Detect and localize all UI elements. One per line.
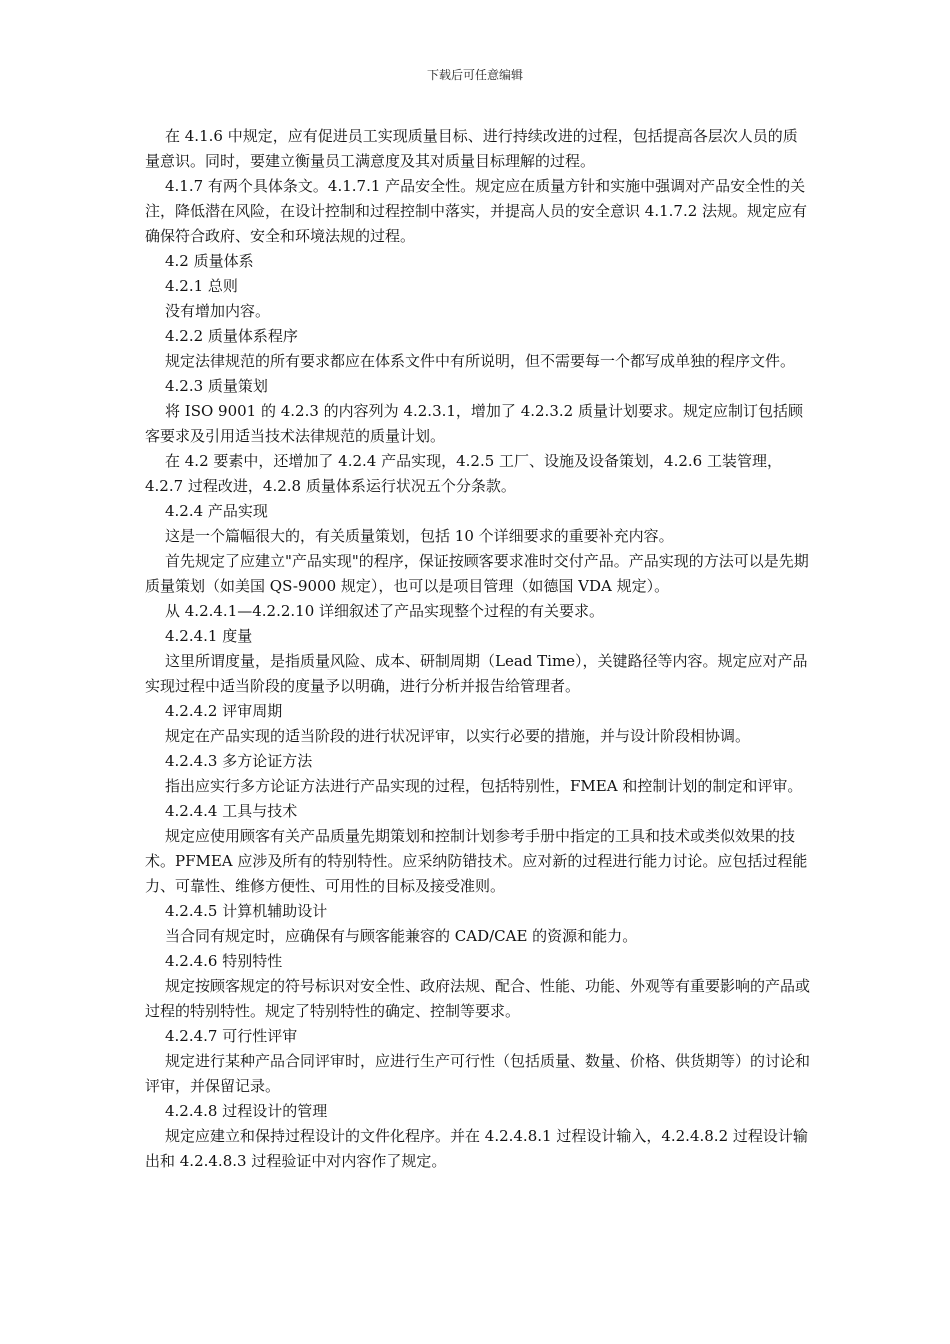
- section-heading: 4.2.3 质量策划: [165, 377, 268, 395]
- section-heading: 4.2.4.6 特别特性: [165, 952, 283, 970]
- paragraph: 规定应使用顾客有关产品质量先期策划和控制计划参考手册中指定的工具和技术或类似效果的技术。PFMEA 应涉及所有的特别特性。应采纳防错技术。应对新的过程进行能力讨论。应包括过程能力、可靠性、维修方便性、可用性的目标及接受准则。: [145, 827, 808, 895]
- paragraph: 当合同有规定时，应确保有与顾客能兼容的 CAD/CAE 的资源和能力。: [165, 927, 638, 945]
- paragraph: 规定法律规范的所有要求都应在体系文件中有所说明，但不需要每一个都写成单独的程序文件。: [165, 352, 796, 370]
- section-heading: 4.2.4.3 多方论证方法: [165, 752, 313, 770]
- paragraph: 规定进行某种产品合同评审时，应进行生产可行性（包括质量、数量、价格、供货期等）的讨论和评审，并保留记录。: [145, 1052, 811, 1095]
- section-heading: 4.2.4.2 评审周期: [165, 702, 283, 720]
- paragraph: 指出应实行多方论证方法进行产品实现的过程，包括特别性，FMEA 和控制计划的制定和评审。: [165, 777, 803, 795]
- section-heading: 4.2.1 总则: [165, 277, 238, 295]
- section-heading: 4.2.4.7 可行性评审: [165, 1027, 298, 1045]
- paragraph: 规定按顾客规定的符号标识对安全性、政府法规、配合、性能、功能、外观等有重要影响的产品或过程的特别特性。规定了特别特性的确定、控制等要求。: [145, 977, 811, 1020]
- section-heading: 4.2 质量体系: [165, 252, 254, 270]
- section-heading: 4.2.4.5 计算机辅助设计: [165, 902, 328, 920]
- section-heading: 4.2.2 质量体系程序: [165, 327, 298, 345]
- paragraph: 没有增加内容。: [165, 302, 271, 320]
- section-heading: 4.2.4 产品实现: [165, 502, 268, 520]
- paragraph: 将 ISO 9001 的 4.2.3 的内容列为 4.2.3.1，增加了 4.2.3.2 质量计划要求。规定应制订包括顾客要求及引用适当技术法律规范的质量计划。: [145, 402, 803, 445]
- paragraph: 在 4.2 要素中，还增加了 4.2.4 产品实现，4.2.5 工厂、设施及设备策划，4.2.6 工装管理，4.2.7 过程改进，4.2.8 质量体系运行状况五个分条款。: [145, 452, 782, 495]
- paragraph: 规定在产品实现的适当阶段的进行状况评审，以实行必要的措施，并与设计阶段相协调。: [165, 727, 751, 745]
- document-body: [145, 124, 811, 1174]
- paragraph: 这里所谓度量，是指质量风险、成本、研制周期（Lead Time），关键路径等内容。规定应对产品实现过程中适当阶段的度量予以明确，进行分析并报告给管理者。: [145, 652, 808, 695]
- paragraph: 规定应建立和保持过程设计的文件化程序。并在 4.2.4.8.1 过程设计输入，4.2.4.8.2 过程设计输出和 4.2.4.8.3 过程验证中对内容作了规定。: [145, 1127, 808, 1170]
- paragraph: 首先规定了应建立"产品实现"的程序，保证按顾客要求准时交付产品。产品实现的方法可以是先期质量策划（如美国 QS-9000 规定），也可以是项目管理（如德国 VDA 规定）。: [145, 552, 809, 595]
- paragraph: 从 4.2.4.1—4.2.2.10 详细叙述了产品实现整个过程的有关要求。: [165, 602, 605, 620]
- section-heading: 4.2.4.8 过程设计的管理: [165, 1102, 328, 1120]
- section-heading: 4.2.4.4 工具与技术: [165, 802, 298, 820]
- section-heading: 4.2.4.1 度量: [165, 627, 253, 645]
- paragraph: 在 4.1.6 中规定，应有促进员工实现质量目标、进行持续改进的过程，包括提高各层次人员的质量意识。同时，要建立衡量员工满意度及其对质量目标理解的过程。: [145, 127, 798, 170]
- page-header: 下载后可任意编辑: [426, 68, 523, 82]
- paragraph: 4.1.7 有两个具体条文。4.1.7.1 产品安全性。规定应在质量方针和实施中强调对产品安全性的关注，降低潜在风险，在设计控制和过程控制中落实，并提高人员的安全意识 4.1.7.2 法规。规定应有确保符合政府、安全和环境法规的过程。: [145, 177, 808, 245]
- paragraph: 这是一个篇幅很大的，有关质量策划，包括 10 个详细要求的重要补充内容。: [165, 527, 674, 545]
